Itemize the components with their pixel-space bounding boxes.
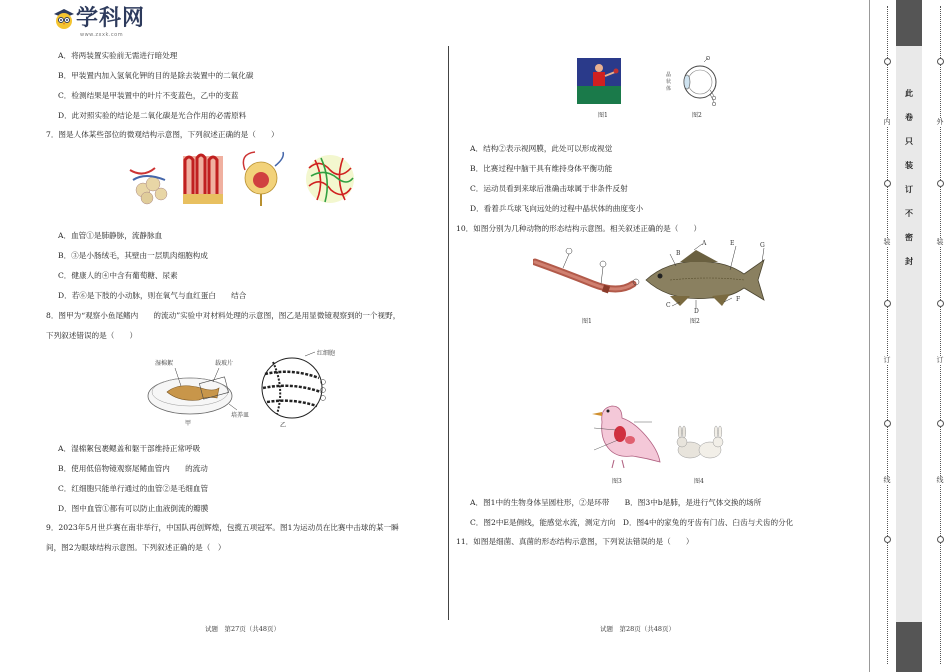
outer-binding-hole: [937, 180, 944, 187]
column-divider: [448, 46, 449, 620]
q8-stem-line2: 下列叙述错误的是（ ）: [46, 331, 138, 340]
fish-label-c: C: [666, 302, 671, 309]
fish-label-b: B: [676, 250, 681, 257]
seal-char: 不: [905, 209, 913, 218]
q9-stem-line1: 9．2023年5月世乒赛在南非举行，中国队再创辉煌，包揽五项冠军。图1为运动员在比赛中击球的某一瞬: [46, 523, 399, 532]
label-wet-cotton: 湿棉絮: [155, 360, 174, 367]
q9-option-b: B．比赛过程中脑干具有维持身体平衡功能: [470, 164, 613, 173]
q9-option-d: D．看着乒乓球飞向远处的过程中晶状体的曲度变小: [470, 204, 644, 213]
fish-label-e: E: [730, 240, 735, 247]
q10-caption-fig3: 图3: [612, 478, 622, 485]
rabbit-illustration: [674, 424, 724, 460]
outer-binding-hole: [937, 58, 944, 65]
seal-bar-top: [896, 0, 922, 46]
seal-char: 订: [905, 185, 913, 194]
eyeball-diagram: [670, 56, 718, 108]
inner-label-zhuang: 装: [883, 238, 891, 246]
outer-binding-hole: [937, 300, 944, 307]
fish-label-d: D: [694, 308, 699, 315]
earthworm-illustration: [533, 248, 643, 312]
fish-label-f: F: [736, 296, 741, 303]
inner-binding-hole: [884, 180, 891, 187]
capillary-network-illustration: [306, 155, 354, 203]
q10-options-ab: A．图1中的生物身体呈圆柱形，②是环带 B．图3中b是肺，是进行气体交换的场所: [470, 498, 762, 507]
q7-figure: [125, 150, 365, 208]
inner-label-xian: 线: [883, 476, 891, 484]
q6-option-a: A．将两装置实验前无需进行暗处理: [58, 51, 178, 60]
bird-anatomy-illustration: [588, 400, 662, 470]
q8-option-b: B．使用低倍物镜观察尾鳍血管内 的流动: [58, 464, 208, 473]
seal-char: 密: [905, 233, 913, 242]
outer-label-wai: 外: [936, 118, 944, 126]
left-page-footer: 试题 第27页（共48页）: [205, 625, 281, 633]
inner-label-ding: 订: [883, 356, 891, 364]
outer-label-xian: 线: [936, 476, 944, 484]
seal-char: 此: [905, 89, 913, 98]
q8-option-a: A．湿棉絮包裹鳃盖和躯干部维持正常呼吸: [58, 444, 201, 453]
q7-option-d: D．若⑥是下肢的小动脉，则在氧气与血红蛋白 结合: [58, 291, 247, 300]
q9-stem-line2: 间，图2为眼球结构示意图。下列叙述正确的是（ ）: [46, 543, 226, 552]
q8-figure: [145, 348, 335, 428]
q10-caption-fig2: 图2: [690, 318, 700, 325]
logo: [52, 6, 146, 38]
q11-stem: 11．如图是细菌、真菌的形态结构示意图，下列说法错误的是（ ）: [456, 537, 694, 546]
nephron-illustration: [243, 152, 283, 206]
fish-label-a: A: [702, 240, 707, 247]
q8-stem-line1: 8．图甲为“观察小鱼尾鳍内 的流动”实验中对材料处理的示意图，图乙是用显微镜观察到的一个视野，: [46, 311, 401, 320]
q10-caption-fig4: 图4: [694, 478, 704, 485]
q7-stem: 7．图是人体某些部位的微观结构示意图，下列叙述正确的是（ ）: [46, 130, 279, 139]
inner-binding-hole: [884, 58, 891, 65]
fish-label-g: G: [760, 242, 765, 249]
alveoli-illustration: [130, 168, 167, 204]
owl-logo-icon: [52, 8, 76, 30]
q6-option-b: B．甲装置内加入氢氧化钾的目的是除去装置中的二氧化碳: [58, 71, 254, 80]
table-tennis-photo: [577, 58, 621, 104]
logo-url: www.zxxk.com: [80, 32, 124, 38]
seal-char: 只: [905, 137, 913, 146]
margin-border: [869, 0, 870, 672]
label-rbc: 红细胞: [317, 350, 336, 357]
outer-label-ding: 订: [936, 356, 944, 364]
fish-illustration: [640, 240, 770, 318]
seal-char: 封: [905, 257, 913, 266]
caption-yi: 乙: [280, 422, 287, 429]
outer-binding-hole: [937, 420, 944, 427]
q9-option-a: A．结构②表示视网膜，此处可以形成视觉: [470, 144, 613, 153]
inner-dotted-line: [887, 6, 889, 664]
inner-binding-hole: [884, 300, 891, 307]
q8-option-d: D．图中血管①都有可以防止血液倒流的瓣膜: [58, 504, 209, 513]
seal-bar-bottom: [896, 622, 922, 672]
logo-text: 学科网: [76, 6, 146, 31]
inner-binding-hole: [884, 536, 891, 543]
q6-option-d: D．此对照实验的结论是二氧化碳是光合作用的必需原料: [58, 111, 247, 120]
caption-jia: 甲: [185, 420, 192, 427]
q7-option-c: C．健康人的④中含有葡萄糖、尿素: [58, 271, 178, 280]
q10-options-cd: C．图2中E是侧线，能感觉水流，测定方向 D．图4中的家兔的牙齿有门齿、臼齿与犬齿的分化: [470, 518, 794, 527]
seal-char: 装: [905, 161, 913, 170]
q6-option-c: C．检测结果是甲装置中的叶片不变蓝色，乙中的变蓝: [58, 91, 239, 100]
label-dish: 培养皿: [231, 412, 250, 419]
q9-option-c: C．运动员看到来球后准确击球属于非条件反射: [470, 184, 628, 193]
q9-caption-fig1: 图1: [598, 112, 608, 119]
q10-stem: 10．如图分别为几种动物的形态结构示意图。相关叙述正确的是（ ）: [456, 224, 702, 233]
q10-caption-fig1: 图1: [582, 318, 592, 325]
right-page-footer: 试题 第28页（共48页）: [600, 625, 676, 633]
q8-option-c: C．红细胞只能单行通过的血管②是毛细血管: [58, 484, 209, 493]
inner-binding-hole: [884, 420, 891, 427]
q7-option-a: A．血管①是肺静脉，流静脉血: [58, 231, 163, 240]
label-coverslip: 载玻片: [215, 360, 234, 367]
intestinal-villi-illustration: [183, 155, 223, 204]
fish-figure: [640, 240, 770, 318]
eye-lens-label: 晶状体: [666, 72, 672, 92]
inner-label-nei: 内: [883, 118, 891, 126]
outer-dotted-line: [940, 6, 942, 664]
q7-option-b: B．③是小肠绒毛，其壁由一层肌肉细胞构成: [58, 251, 208, 260]
outer-label-zhuang: 装: [936, 238, 944, 246]
seal-bar: [896, 0, 922, 672]
seal-char: 卷: [905, 113, 913, 122]
outer-binding-hole: [937, 536, 944, 543]
q9-caption-fig2: 图2: [692, 112, 702, 119]
